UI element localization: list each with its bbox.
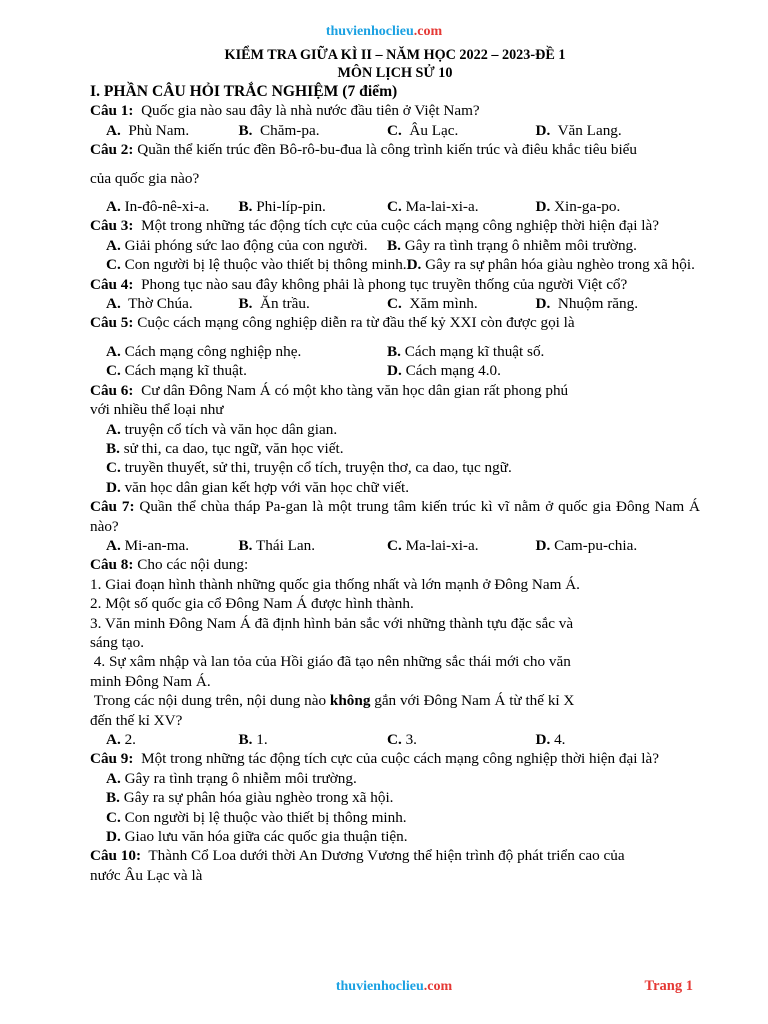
option-a: A. Mi-an-ma.: [106, 536, 190, 554]
content-item-3-cont: sáng tạo.: [90, 633, 144, 651]
question-7: [90, 497, 700, 536]
question-text: Một trong những tác động tích cực của cuộc cách mạng công nghiệp thời hiện đại là?: [133, 217, 659, 235]
option-d-label: D.: [406, 256, 422, 274]
question-number: Câu 3:: [90, 217, 134, 235]
options-row: [90, 236, 700, 255]
question-number: Câu 7:: [90, 498, 135, 516]
option-b: B. Chăm-pa.: [238, 121, 320, 139]
option-c: C. 3.: [387, 731, 417, 748]
option-a: A. Thờ Chúa.: [106, 295, 193, 313]
question-prompt: Trong các nội dung trên, nội dung nào không gắn với Đông Nam Á từ thế kỉ X: [90, 692, 575, 710]
footer-site-part2: .com: [423, 979, 453, 994]
options-row: [90, 121, 700, 140]
question-number: Câu 8:: [90, 556, 134, 574]
question-number: Câu 9:: [90, 750, 134, 768]
option-d: D. Cam-pu-chia.: [535, 536, 638, 554]
question-number: Câu 1:: [90, 102, 134, 120]
option-a: A. Cách mạng công nghiệp nhẹ.: [106, 342, 302, 360]
option-c-text: Con người bị lệ thuộc vào thiết bị thông minh.: [120, 256, 407, 274]
option-d: D. Nhuộm răng.: [535, 295, 639, 313]
exam-title: KIỂM TRA GIỮA KÌ II – NĂM HỌC 2022 – 2023-ĐỀ 1: [224, 47, 566, 63]
question-number: Câu 2:: [90, 141, 134, 159]
options-row: [90, 294, 700, 313]
option-a: A. 2.: [106, 731, 136, 748]
option-b: B. Phi-líp-pin.: [238, 198, 326, 216]
option-c: C. Cách mạng kĩ thuật.: [106, 362, 247, 380]
options-row: [90, 730, 700, 749]
option-cd-row: [90, 255, 700, 274]
option-b: B. Ăn trầu.: [238, 295, 310, 313]
options-row: [90, 536, 700, 555]
page-number: Trang 1: [644, 978, 693, 994]
option-c: C. Con người bị lệ thuộc vào thiết bị thông minh.: [106, 808, 407, 826]
question-9: [90, 749, 700, 768]
option-d: D. Xin-ga-po.: [535, 198, 621, 216]
question-text: Cho các nội dung:: [133, 556, 249, 574]
question-text: Cư dân Đông Nam Á có một kho tàng văn học dân gian rất phong phú: [133, 381, 569, 399]
option-a: A. Gây ra tình trạng ô nhiễm môi trường.: [106, 769, 357, 787]
options-row: [90, 197, 700, 216]
question-number: Câu 10:: [90, 847, 142, 865]
question-text-cont: với nhiều thể loại như: [90, 401, 224, 419]
question-text: Một trong những tác động tích cực của cuộc cách mạng công nghiệp thời hiện đại là?: [133, 750, 659, 768]
option-c: C. Xăm mình.: [387, 295, 478, 313]
footer-site-part1: thuvienhoclieu: [335, 979, 424, 994]
content-item-1: 1. Giai đoạn hình thành những quốc gia thống nhất và lớn mạnh ở Đông Nam Á.: [90, 575, 580, 593]
question-text: Phong tục nào sau đây không phải là phong tục truyền thống của người Việt cổ?: [133, 275, 628, 293]
option-a: A. Giải phóng sức lao động của con người.: [106, 236, 368, 254]
option-a: A. Phù Nam.: [106, 121, 190, 139]
site-name-part2: .com: [413, 24, 443, 39]
option-b: B. Cách mạng kĩ thuật số.: [387, 342, 545, 360]
question-text: Quốc gia nào sau đây là nhà nước đầu tiên ở Việt Nam?: [133, 102, 480, 120]
option-c-label: C.: [106, 256, 121, 274]
question-8: [90, 555, 700, 574]
content-item-4: 4. Sự xâm nhập và lan tỏa của Hồi giáo đã tạo nên những sắc thái mới cho văn: [90, 653, 571, 671]
section-title: I. PHẦN CÂU HỎI TRẮC NGHIỆM (7 điểm): [90, 83, 398, 100]
question-3: [90, 216, 700, 235]
option-c: C. Âu Lạc.: [387, 121, 459, 139]
question-10: [90, 846, 700, 865]
option-d: D. Cách mạng 4.0.: [387, 362, 501, 380]
question-number: Câu 6:: [90, 381, 134, 399]
option-b: B. Gây ra tình trạng ô nhiễm môi trường.: [387, 236, 637, 254]
option-b: B. sử thi, ca dao, tục ngữ, văn học viết.: [106, 439, 344, 457]
question-text: Quần thể kiến trúc đền Bô-rô-bu-đua là công trình kiến trúc và điêu khắc tiêu biểu: [133, 141, 638, 159]
question-text: Thành Cổ Loa dưới thời An Dương Vương thể hiện trình độ phát triển cao của: [141, 847, 625, 865]
site-name-part1: thuvienhoclieu: [325, 24, 414, 39]
content-item-2: 2. Một số quốc gia cổ Đông Nam Á được hình thành.: [90, 595, 414, 613]
question-prompt-cont: đến thế kỉ XV?: [90, 711, 183, 729]
question-2: [90, 140, 700, 159]
option-a: A. In-đô-nê-xi-a.: [106, 198, 210, 216]
option-b: B. Gây ra sự phân hóa giàu nghèo trong xã hội.: [106, 789, 394, 807]
option-d: D. Văn Lang.: [535, 121, 622, 139]
question-text-cont: nước Âu Lạc và là: [90, 866, 203, 884]
emphasis-not: không: [329, 692, 371, 710]
option-c: C. Ma-lai-xi-a.: [387, 536, 479, 554]
option-d: D. văn học dân gian kết hợp với văn học chữ viết.: [106, 478, 410, 496]
content-item-4-cont: minh Đông Nam Á.: [90, 672, 211, 690]
option-d-text: Gây ra sự phân hóa giàu nghèo trong xã hội.: [421, 256, 695, 274]
option-b: B. 1.: [238, 731, 268, 748]
question-5: [90, 313, 700, 332]
question-4: [90, 275, 700, 294]
question-text: Quần thể chùa tháp Pa-gan là một trung tâm kiến trúc kì vĩ nằm ở quốc gia Đông Nam Á nào?: [90, 498, 700, 535]
exam-subject: MÔN LỊCH SỬ 10: [337, 65, 453, 81]
question-6: [90, 381, 700, 400]
content-item-3: 3. Văn minh Đông Nam Á đã định hình bản sắc với những thành tựu đặc sắc và: [90, 614, 574, 632]
question-number: Câu 5:: [90, 314, 134, 332]
question-1: [90, 101, 700, 120]
option-a: A. truyện cổ tích và văn học dân gian.: [106, 420, 338, 438]
options-row: [90, 342, 700, 361]
question-text: Cuộc cách mạng công nghiệp diễn ra từ đầu thế kỷ XXI còn được gọi là: [133, 314, 575, 332]
option-d: D. 4.: [535, 731, 566, 748]
question-number: Câu 4:: [90, 275, 134, 293]
option-c: C. Ma-lai-xi-a.: [387, 198, 479, 216]
option-b: B. Thái Lan.: [238, 536, 315, 554]
options-row: [90, 361, 700, 380]
option-d: D. Giao lưu văn hóa giữa các quốc gia thuận tiện.: [106, 828, 408, 846]
option-c: C. truyền thuyết, sử thi, truyện cổ tích, truyện thơ, ca dao, tục ngữ.: [106, 459, 512, 477]
question-text-cont: của quốc gia nào?: [90, 169, 200, 187]
exam-page: [90, 0, 700, 1024]
